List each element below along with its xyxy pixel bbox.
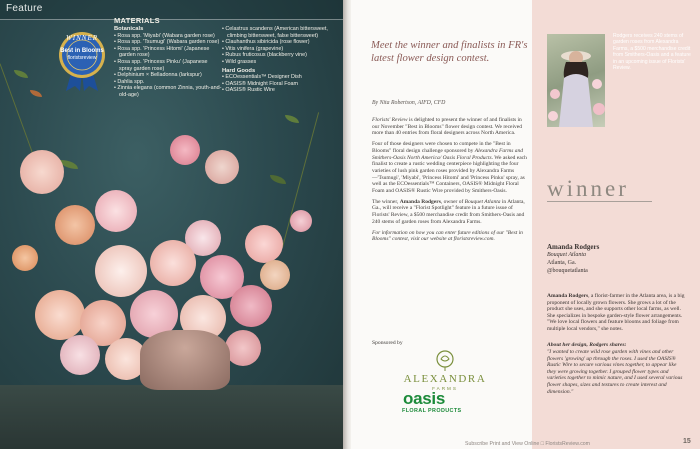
material-item: • ECOessentials™ Designer Dish <box>222 74 302 81</box>
materials-col-1 <box>114 26 222 99</box>
materials-col-2 <box>222 26 340 94</box>
material-item: • Rosa spp. 'Tsumugi' (Wabara garden rose) <box>114 39 220 46</box>
material-item: • Rosa spp. 'Miyabi' (Wabara garden rose) <box>114 32 215 39</box>
material-item: • Dahlia spp. <box>114 78 145 85</box>
material-item: • Delphinium × Belladonna (larkspur) <box>114 72 202 79</box>
badge-arc-text: WINNER <box>65 34 99 42</box>
page-gutter <box>343 0 351 449</box>
material-item: • Wild grasses <box>222 58 257 65</box>
section-rule <box>0 19 343 20</box>
rose-emblem-icon <box>433 348 457 372</box>
article-body <box>372 117 528 247</box>
winner-sidebar <box>532 0 700 449</box>
section-header <box>0 0 343 20</box>
material-item: • OASIS® Rustic Wire <box>222 87 275 94</box>
botanicals-heading: Botanicals <box>114 26 144 32</box>
right-page <box>351 0 700 449</box>
winner-rule <box>547 201 652 202</box>
material-item: • Zinnia elegans (common Zinnia, youth-and-old-age) <box>114 85 222 98</box>
material-item: • Celastrus scandens (American bittersweet, climbing bittersweet, false bittersweet) <box>222 26 328 39</box>
body-paragraph: Florists' Review is delighted to present the winner of and finalists in our November "Best in Blooms" flower design contest. We received more than 40 entries from floral designers across North America. <box>372 117 522 137</box>
oasis-floral-logo <box>401 389 491 419</box>
material-item: • Vitis vinifera (grapevine) <box>222 45 284 52</box>
winner-photo <box>547 34 605 127</box>
body-paragraph: The winner, Amanda Rodgers, owner of Bouquet Atlanta in Atlanta, Ga., will receive a "Florist Spotlight" feature in a future issue of Florists' Review, a $500 merchandise credit from Smithers-Oasis and 240 stems of garden roses from Alexandra Farms. <box>372 198 525 225</box>
winner-handle: @bouquetatlanta <box>547 268 588 274</box>
body-paragraph: For information on how you can enter future editions of our "Best in Blooms" contest, visit our website at floristsreview.com. <box>372 229 523 243</box>
page-footer: Subscribe Print and View Online □ FloristsReview.com <box>465 441 590 447</box>
material-item: • Rubus fruticosus (blackberry vine) <box>222 52 307 59</box>
oasis-sub: FLORAL PRODUCTS <box>402 408 462 414</box>
material-item: • Rosa spp. 'Princess Pinku' (Japanese spray garden rose) <box>114 58 208 72</box>
vase <box>140 330 230 390</box>
photo-caption: Rodgers receives 240 stems of garden roses from Alexandra Farms, a $500 merchandise credit from Smithers-Oasis and a feature in an upcoming issue of Florists' Review. <box>613 33 691 72</box>
oasis-wordmark: oasis <box>403 389 445 408</box>
material-item: • OASIS® Midnight Floral Foam <box>222 80 298 87</box>
winner-name: Amanda Rodgers <box>547 243 600 251</box>
badge-text <box>54 48 110 62</box>
body-paragraph: Four of those designers were chosen to compete in the "Best in Blooms" floral design challenge sponsored by Alexandra Farms and Smithers-Oasis North America/ Oasis Floral Products. We asked each finalist to create a rustic wedding centerpiece highlighting the four varieties of lush pink garden roses provided by Alexandra Farms—'Tsumugi', 'Miyabi', 'Princess Hitomi' and 'Princess Pinku' spray, as well as the ECOessentials™ Containers, OASIS® Midnight Floral Foam and OASIS® Rustic Wire provided by Smithers-Oasis. <box>372 141 527 195</box>
badge-line-1: Best in Blooms <box>60 48 104 54</box>
alexandra-sub: FARMS <box>432 386 458 391</box>
table-surface <box>0 385 343 449</box>
badge-line-2: floristsreview <box>67 55 97 61</box>
winner-portrait-image <box>547 34 605 127</box>
materials-title: MATERIALS <box>114 16 160 25</box>
byline: By Nita Robertson, AIFD, CFD <box>372 100 446 106</box>
winner-location: Atlanta, Ga. <box>547 260 577 266</box>
shares-heading: About her design, Rodgers shares: <box>547 342 627 348</box>
material-item: • Rosa spp. 'Princess Hitomi' (Japanese garden rose) <box>114 45 210 59</box>
material-item: • Clauhanthus sibiricida (rose flower) <box>222 39 310 46</box>
winner-heading: winner <box>547 176 629 201</box>
shares-quote: "I wanted to create wild rose garden with vines and other flowers 'growing' up through the roses. I used the OASIS® Rustic Wire to secure various vines together, to appear like they were growing together. I grouped flower types and varieties together to mimic nature, and I used several various flower shapes, sizes and textures to create interest and dimension." <box>547 349 683 395</box>
section-label: Feature <box>6 3 43 14</box>
alexandra-name: ALEXANDRA <box>403 373 487 385</box>
left-page-photo <box>0 0 343 449</box>
sponsored-by-label: Sponsored by <box>372 340 403 346</box>
winner-business: Bouquet Atlanta <box>547 252 587 258</box>
hard-goods-heading: Hard Goods <box>222 67 256 74</box>
winner-bio: Amanda Rodgers, a florist-farmer in the Atlanta area, is a big proponent of locally grown flowers. She grows a lot of the product she uses, and she supports other local farms, as well. She specializes in bespoke garden-style flower arrangements. "We love local flowers and feature blooms and foliage from multiple local vendors," she notes. <box>547 293 685 332</box>
winner-badge <box>54 30 110 92</box>
article-deck: Meet the winner and finalists in FR's latest flower design contest. <box>371 40 528 64</box>
page-number: 15 <box>683 438 691 445</box>
